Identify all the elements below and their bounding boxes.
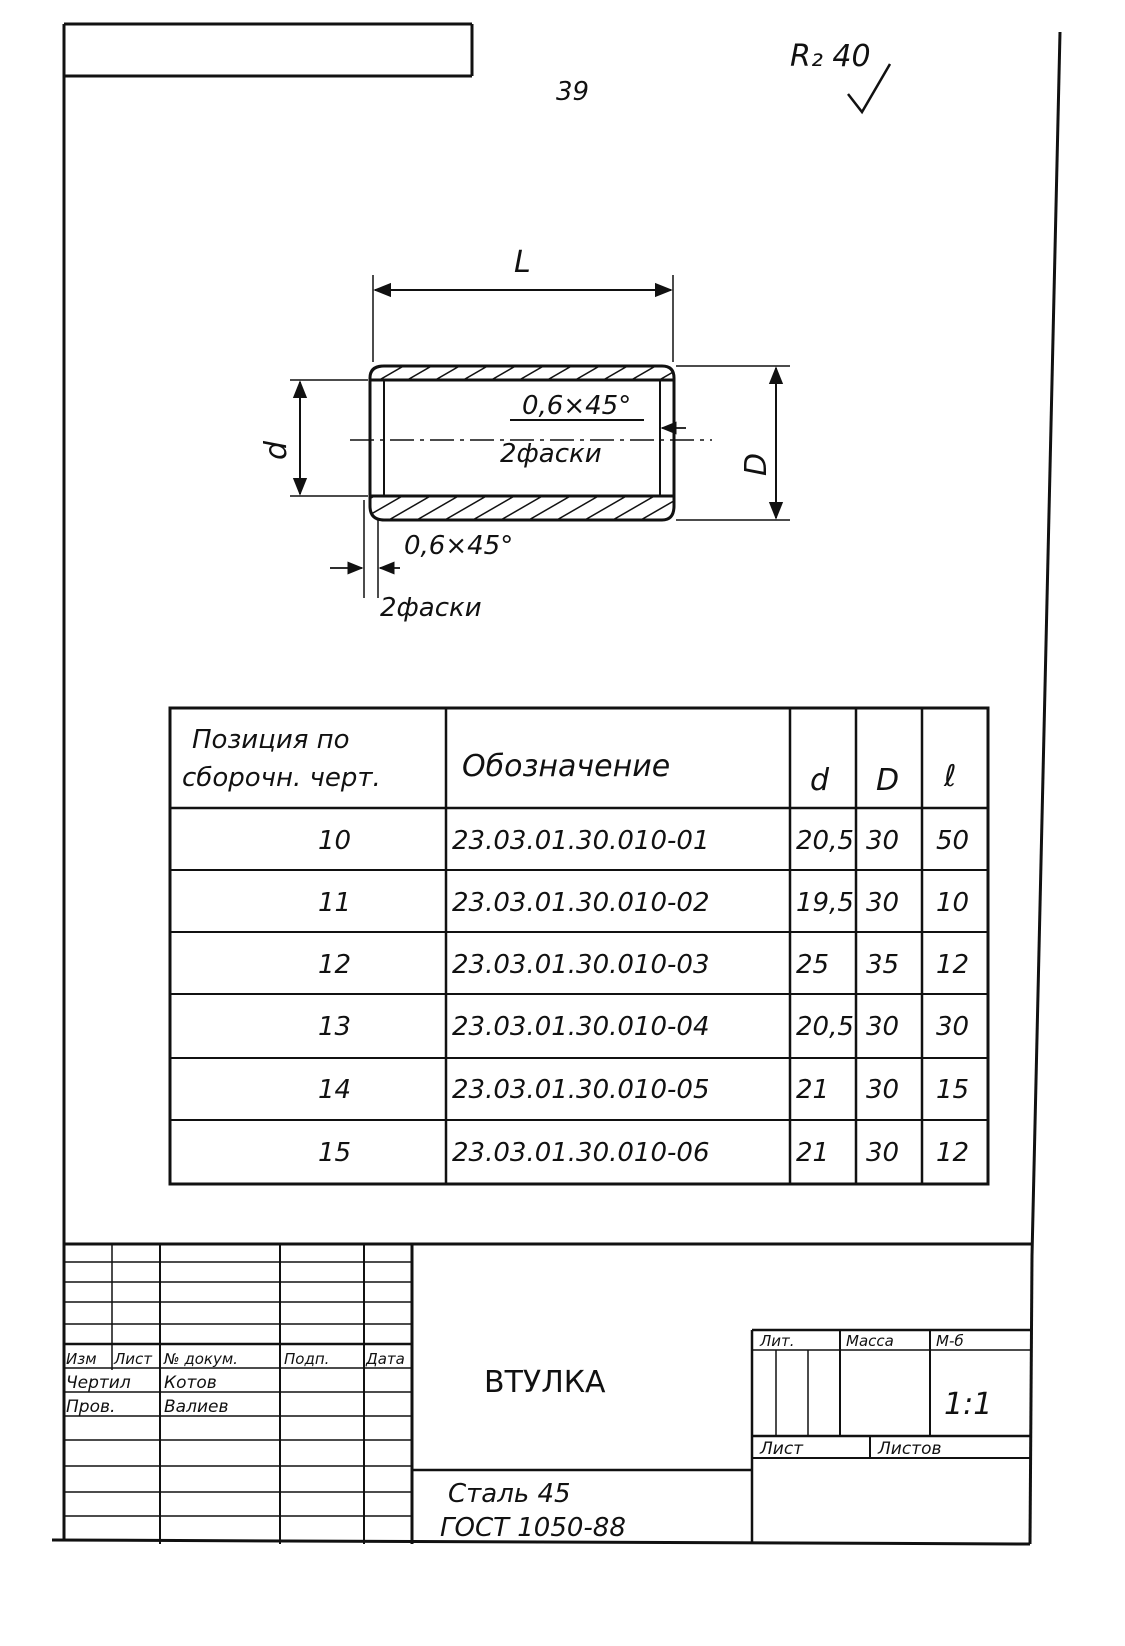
cell-l: 12	[936, 950, 970, 980]
cell-designation: 23.03.01.30.010-01	[452, 826, 710, 856]
cell-d: 25	[796, 950, 830, 980]
cell-D: 30	[866, 888, 900, 918]
cell-position: 11	[318, 888, 352, 918]
name-drawn: Котов	[164, 1373, 217, 1393]
table-row	[318, 888, 969, 918]
outer-diameter-label: D	[739, 452, 774, 476]
mass-label: Масса	[846, 1332, 894, 1350]
col-doc: № докум.	[164, 1350, 238, 1368]
top-wall-hatch	[370, 366, 674, 380]
cell-D: 30	[866, 1012, 900, 1042]
cell-D: 35	[866, 950, 900, 980]
scale-label: М-б	[936, 1332, 964, 1350]
title-block-text	[66, 1332, 992, 1543]
cell-l: 50	[936, 826, 970, 856]
sheets-label: Листов	[878, 1439, 942, 1459]
material-line1: Сталь 45	[448, 1479, 571, 1509]
inner-chamfer-size: 0,6×45°	[522, 391, 632, 421]
table-rows	[318, 826, 969, 1168]
cell-d: 20,5	[796, 1012, 854, 1042]
part-name: ВТУЛКА	[484, 1365, 606, 1400]
col-data: Дата	[366, 1350, 405, 1368]
outer-chamfer-size: 0,6×45°	[404, 531, 514, 561]
page-number: 39	[556, 77, 590, 107]
col-podp: Подп.	[284, 1350, 330, 1368]
header-position-line1: Позиция по	[192, 725, 350, 755]
cell-d: 20,5	[796, 826, 854, 856]
header-d: d	[810, 763, 830, 798]
cell-l: 15	[936, 1075, 970, 1105]
cell-designation: 23.03.01.30.010-06	[452, 1138, 710, 1168]
inner-chamfer-note: 2фаски	[500, 439, 602, 469]
table-row	[318, 950, 969, 980]
cell-d: 21	[796, 1075, 830, 1105]
cell-position: 12	[318, 950, 352, 980]
role-drawn: Чертил	[66, 1373, 131, 1393]
col-list: Лист	[114, 1350, 153, 1368]
name-checked: Валиев	[164, 1397, 229, 1417]
cell-l: 10	[936, 888, 970, 918]
roughness-label: R₂ 40	[790, 39, 871, 74]
cell-designation: 23.03.01.30.010-02	[452, 888, 710, 918]
material-line2: ГОСТ 1050-88	[440, 1513, 626, 1543]
inner-diameter-label: d	[259, 440, 294, 460]
role-checked: Пров.	[66, 1397, 116, 1417]
cell-l: 30	[936, 1012, 970, 1042]
cell-position: 13	[318, 1012, 352, 1042]
outer-chamfer-note: 2фаски	[380, 593, 482, 623]
cell-designation: 23.03.01.30.010-03	[452, 950, 710, 980]
variants-table	[170, 708, 988, 1184]
cell-d: 19,5	[796, 888, 854, 918]
header-position-line2: сборочн. черт.	[182, 763, 381, 793]
cell-position: 14	[318, 1075, 352, 1105]
lit-label: Лит.	[760, 1332, 795, 1350]
scale-value: 1:1	[944, 1387, 993, 1422]
table-row	[318, 1075, 969, 1105]
cell-position: 10	[318, 826, 352, 856]
cell-D: 30	[866, 826, 900, 856]
header-D: D	[876, 763, 900, 798]
cell-designation: 23.03.01.30.010-04	[452, 1012, 710, 1042]
table-row	[318, 1138, 969, 1168]
bottom-wall-hatch	[370, 496, 674, 520]
header-l: ℓ	[944, 759, 957, 794]
length-label: L	[514, 245, 531, 280]
col-izm: Изм	[66, 1350, 97, 1368]
table-row	[318, 1012, 969, 1042]
table-row	[318, 826, 969, 856]
cell-D: 30	[866, 1138, 900, 1168]
bushing-section-drawing	[259, 245, 790, 623]
cell-designation: 23.03.01.30.010-05	[452, 1075, 710, 1105]
cell-D: 30	[866, 1075, 900, 1105]
cell-position: 15	[318, 1138, 352, 1168]
header-designation: Обозначение	[462, 749, 671, 784]
cell-d: 21	[796, 1138, 830, 1168]
sheet-label: Лист	[760, 1439, 804, 1459]
cell-l: 12	[936, 1138, 970, 1168]
